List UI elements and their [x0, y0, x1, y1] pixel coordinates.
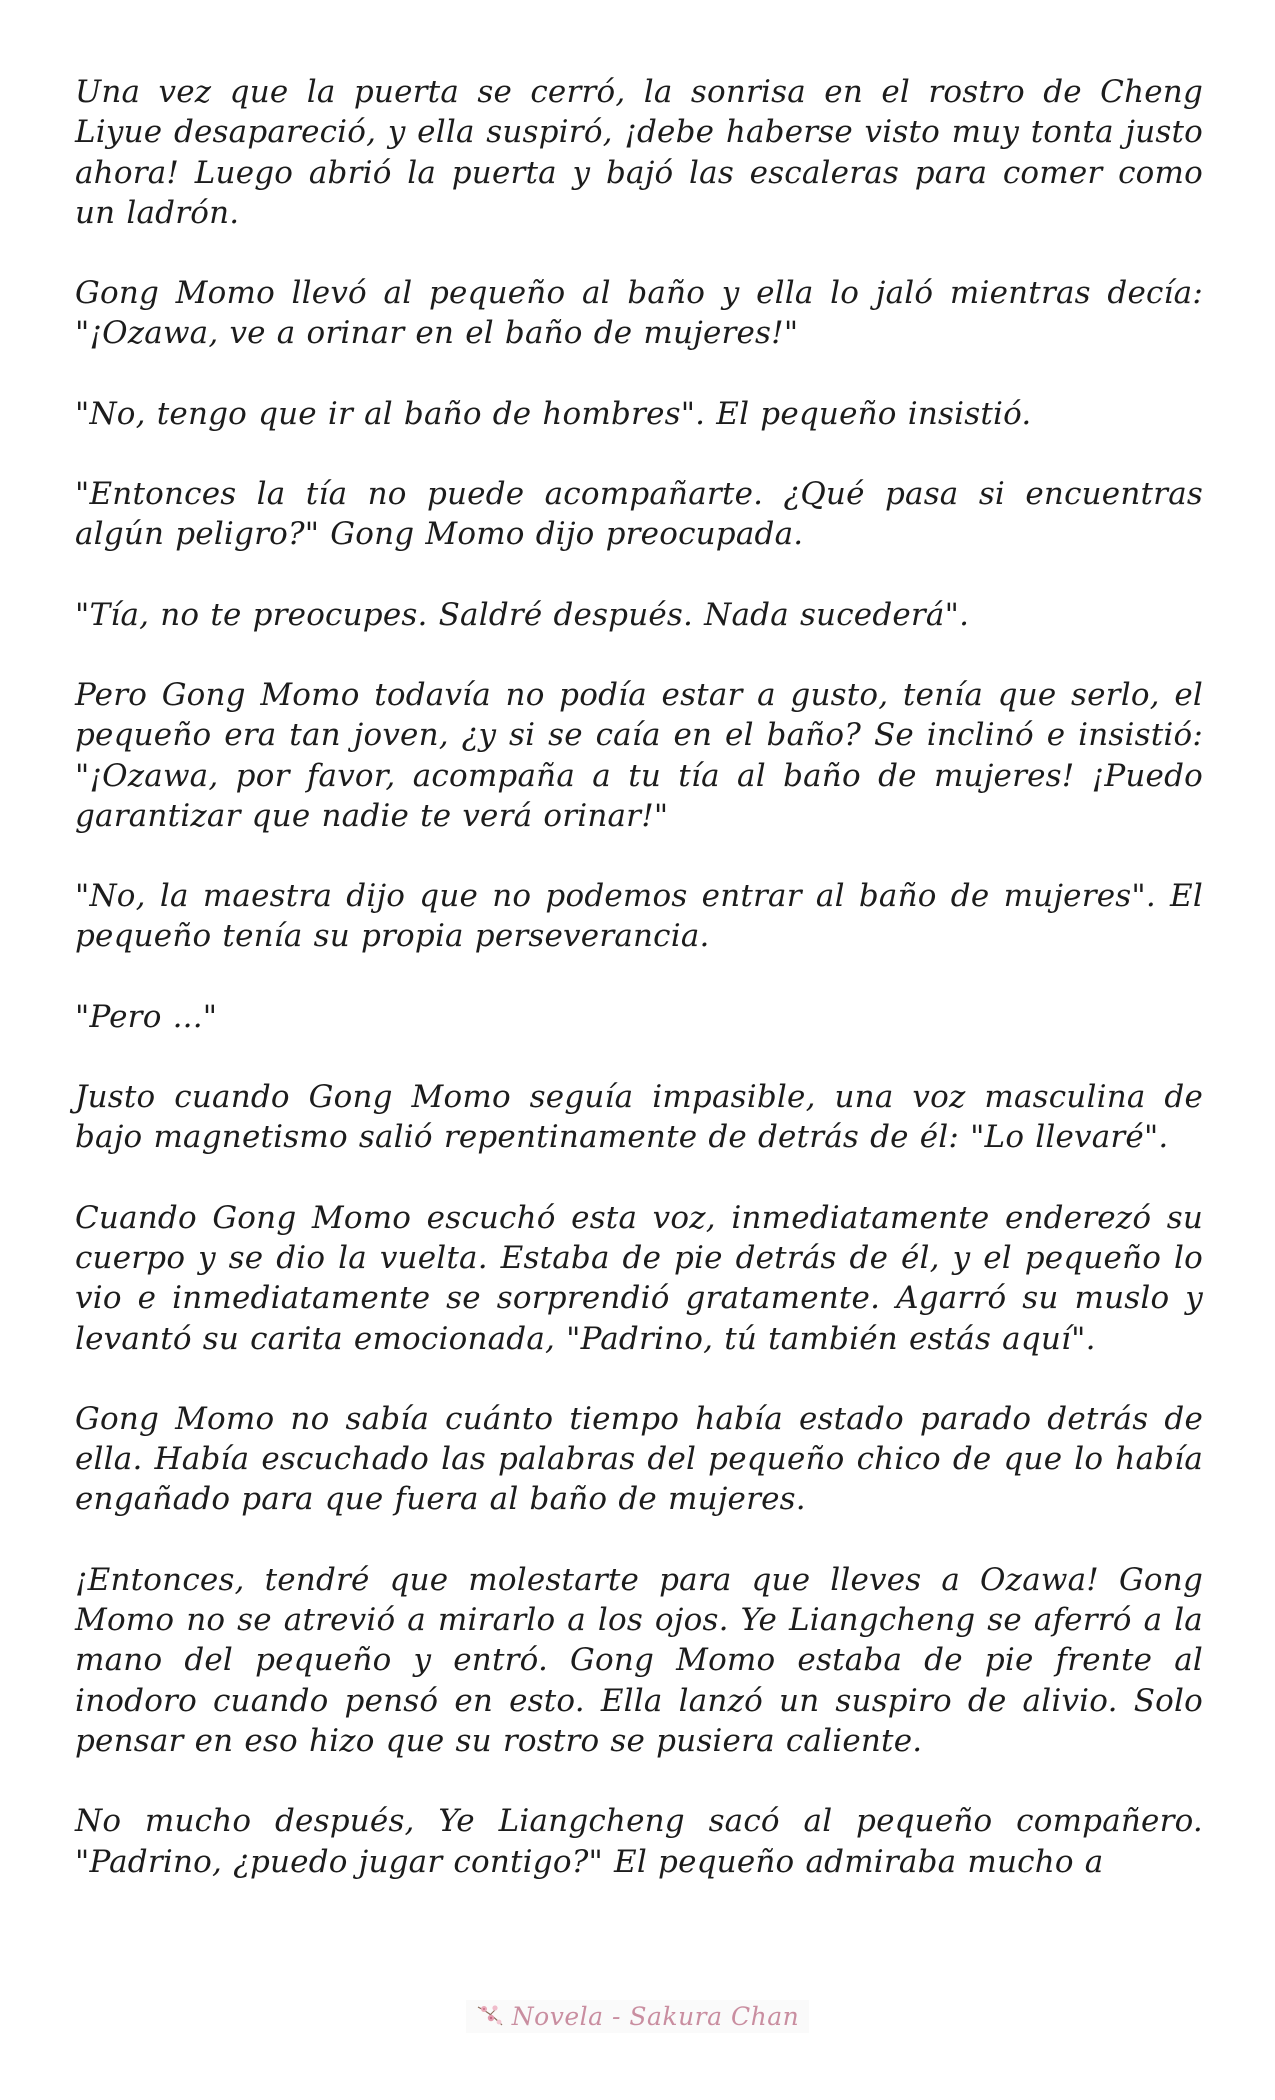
paragraph: "Pero ...": [75, 998, 218, 1035]
footer-watermark: [0, 1996, 1275, 2036]
paragraph: Cuando Gong Momo escuchó esta voz, inmediatamente enderezó su cuerpo y se dio la vuelta. Estaba de pie detrás de él, y el pequeño lo vio e inmediatamente se sorprendió gratamente. Agarró su muslo y levantó su carita emocionada, "Padrino, tú también estás aquí".: [75, 1199, 1203, 1357]
paragraph: "Entonces la tía no puede acompañarte. ¿Qué pasa si encuentras algún peligro?" Gong Momo dijo preocupada.: [75, 476, 1203, 553]
cherry-blossom-icon: [476, 2003, 506, 2029]
paragraph: ¡Entonces, tendré que molestarte para que lleves a Ozawa! Gong Momo no se atrevió a mirarlo a los ojos. Ye Liangcheng se aferró a la mano del pequeño y entró. Gong Momo estaba de pie frente al inodoro cuando pensó en esto. Ella lanzó un suspiro de alivio. Solo pensar en eso hizo que su rostro se pusiera caliente.: [75, 1561, 1203, 1759]
document-body: [75, 72, 1203, 1922]
watermark-text: Novela - Sakura Chan: [511, 2001, 800, 2031]
watermark-badge: [466, 2000, 809, 2033]
paragraph: "No, tengo que ir al baño de hombres". El pequeño insistió.: [75, 395, 1032, 432]
paragraph: Justo cuando Gong Momo seguía impasible, una voz masculina de bajo magnetismo salió repentinamente de detrás de él: "Lo llevaré".: [75, 1079, 1203, 1156]
paragraph: Gong Momo no sabía cuánto tiempo había estado parado detrás de ella. Había escuchado las palabras del pequeño chico de que lo había engañado para que fuera al baño de mujeres.: [75, 1400, 1203, 1518]
paragraph: Una vez que la puerta se cerró, la sonrisa en el rostro de Cheng Liyue desapareció, y ella suspiró, ¡debe haberse visto muy tonta justo ahora! Luego abrió la puerta y bajó las escaleras para comer como un ladrón.: [75, 74, 1203, 231]
paragraph: Gong Momo llevó al pequeño al baño y ella lo jaló mientras decía: "¡Ozawa, ve a orinar en el baño de mujeres!": [75, 275, 1203, 352]
paragraph: Pero Gong Momo todavía no podía estar a gusto, tenía que serlo, el pequeño era tan joven, ¿y si se caía en el baño? Se inclinó e insistió: "¡Ozawa, por favor, acompaña a tu tía al baño de mujeres! ¡Puedo garantizar que nadie te verá orinar!": [75, 676, 1203, 834]
paragraph: No mucho después, Ye Liangcheng sacó al pequeño compañero. "Padrino, ¿puedo jugar contigo?" El pequeño admiraba mucho a: [75, 1803, 1203, 1880]
paragraph: "Tía, no te preocupes. Saldré después. Nada sucederá".: [75, 596, 970, 633]
paragraph: "No, la maestra dijo que no podemos entrar al baño de mujeres". El pequeño tenía su propia perseverancia.: [75, 878, 1203, 955]
